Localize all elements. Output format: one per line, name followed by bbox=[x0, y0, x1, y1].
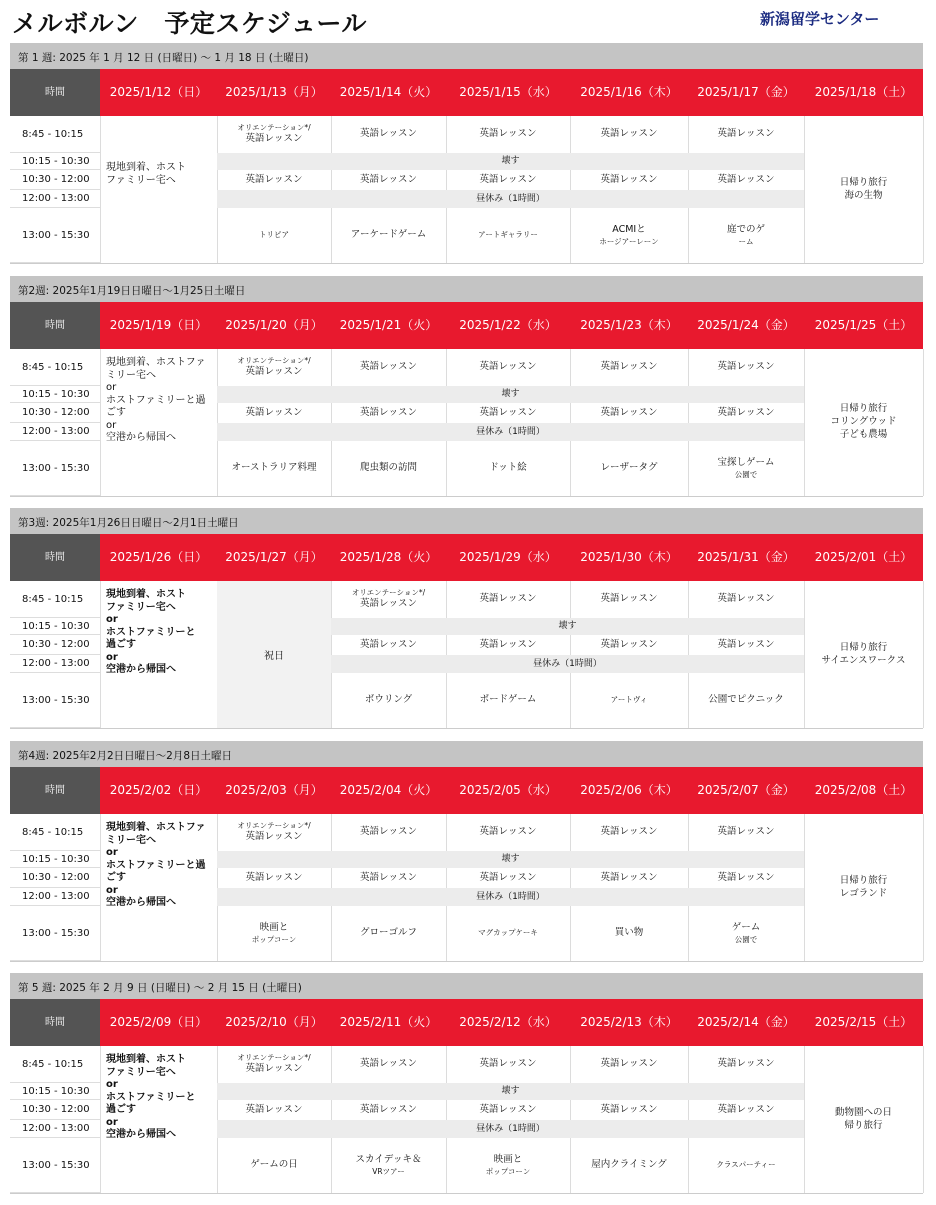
english-lesson-label: 英語レッスン bbox=[479, 406, 537, 418]
lesson-cell bbox=[570, 403, 688, 423]
time-slot-label: 13:00 - 15:30 bbox=[10, 1138, 100, 1193]
day-header: 2025/2/07（金） bbox=[688, 767, 804, 814]
lesson-cell bbox=[688, 403, 804, 423]
arrival-note: 現地到着、ホスト ファミリー宅へ or ホストファミリーと 過ごす or 空港から帰国へ bbox=[106, 589, 196, 675]
week-body bbox=[10, 814, 923, 962]
english-lesson-label: 英語レッスン bbox=[600, 638, 658, 650]
time-column-header: 時間 bbox=[10, 534, 100, 581]
break-band: 壊す bbox=[217, 851, 804, 868]
english-lesson-label: 英語レッスン bbox=[717, 638, 775, 650]
lesson-cell bbox=[331, 1046, 446, 1083]
activity-name: アーケードゲーム bbox=[350, 229, 427, 241]
english-lesson-label: 英語レッスン bbox=[717, 406, 775, 418]
lesson-cell bbox=[446, 403, 570, 423]
lesson-cell bbox=[331, 635, 446, 655]
time-slot-label: 13:00 - 15:30 bbox=[10, 673, 100, 728]
lesson-cell bbox=[331, 868, 446, 888]
orientation-label: オリエンテーション*/ bbox=[351, 588, 426, 598]
day-header: 2025/2/15（土） bbox=[804, 999, 923, 1046]
day-header: 2025/2/01（土） bbox=[804, 534, 923, 581]
lesson-cell bbox=[446, 1046, 570, 1083]
english-lesson-label: 英語レッスン bbox=[600, 1103, 658, 1115]
english-lesson-label: 英語レッスン bbox=[360, 598, 417, 610]
time-slot-label: 10:30 - 12:00 bbox=[10, 170, 100, 190]
day-header: 2025/2/09（日） bbox=[100, 999, 217, 1046]
english-lesson-label: 英語レッスン bbox=[717, 826, 775, 838]
day-header: 2025/2/05（水） bbox=[446, 767, 570, 814]
saturday-trip bbox=[804, 1046, 923, 1193]
trip-line: 子ども農場 bbox=[839, 428, 888, 440]
day-header-row bbox=[10, 534, 923, 581]
lesson-cell bbox=[217, 868, 331, 888]
english-lesson-label: 英語レッスン bbox=[600, 1058, 658, 1070]
activity-detail: ホージアーレーン bbox=[599, 236, 659, 246]
english-lesson-label: 英語レッスン bbox=[717, 1058, 775, 1070]
time-slot-label: 10:30 - 12:00 bbox=[10, 635, 100, 655]
column-divider bbox=[923, 814, 924, 961]
day-header-row bbox=[10, 302, 923, 349]
english-lesson-label: 英語レッスン bbox=[479, 638, 537, 650]
time-column-header: 時間 bbox=[10, 999, 100, 1046]
day-header-row bbox=[10, 767, 923, 814]
activity-name: スカイデッキ＆ bbox=[355, 1154, 422, 1166]
lesson-cell bbox=[217, 116, 331, 153]
english-lesson-label: 英語レッスン bbox=[245, 133, 303, 145]
time-slot-label: 10:15 - 10:30 bbox=[10, 153, 100, 170]
day-header: 2025/1/25（土） bbox=[804, 302, 923, 349]
lesson-cell bbox=[570, 868, 688, 888]
lesson-cell bbox=[446, 581, 570, 618]
day-header: 2025/2/02（日） bbox=[100, 767, 217, 814]
english-lesson-label: 英語レッスン bbox=[717, 871, 775, 883]
activity-cell bbox=[688, 1138, 804, 1193]
orientation-label: オリエンテーション*/ bbox=[237, 123, 311, 133]
lesson-cell bbox=[217, 1046, 331, 1083]
english-lesson-label: 英語レッスン bbox=[600, 593, 658, 605]
activity-cell bbox=[217, 208, 331, 263]
lesson-cell bbox=[688, 1046, 804, 1083]
activity-name: レーザータグ bbox=[600, 462, 658, 474]
lesson-cell bbox=[331, 403, 446, 423]
lesson-cell bbox=[446, 814, 570, 851]
arrival-note: 現地到着、ホストファ ミリー宅へ or ホストファミリーと過 ごす or 空港から帰国へ bbox=[106, 357, 206, 443]
arrival-note: 現地到着、ホスト ファミリー宅へ bbox=[106, 162, 186, 186]
activity-name: 映画と bbox=[493, 1154, 523, 1166]
lesson-cell bbox=[217, 403, 331, 423]
time-slot-label: 12:00 - 13:00 bbox=[10, 655, 100, 673]
english-lesson-label: 英語レッスン bbox=[479, 1103, 537, 1115]
activity-cell bbox=[570, 906, 688, 961]
lunch-band: 昼休み（1時間） bbox=[217, 1120, 804, 1138]
activity-name: マグカップケーキ bbox=[478, 928, 538, 938]
lesson-cell bbox=[331, 349, 446, 386]
week-2 bbox=[10, 276, 923, 497]
day-header: 2025/2/12（水） bbox=[446, 999, 570, 1046]
activity-name: ゲームの日 bbox=[250, 1159, 298, 1171]
time-slot-label: 10:30 - 12:00 bbox=[10, 403, 100, 423]
activity-detail: VRツアー bbox=[372, 1166, 405, 1176]
day-header: 2025/2/14（金） bbox=[688, 999, 804, 1046]
time-slot-label: 8:45 - 10:15 bbox=[10, 814, 100, 851]
activity-detail: 公園で bbox=[734, 934, 758, 944]
trip-line: 帰り旅行 bbox=[844, 1119, 883, 1131]
lesson-cell bbox=[570, 1046, 688, 1083]
english-lesson-label: 英語レッスン bbox=[717, 173, 775, 185]
saturday-trip bbox=[804, 349, 923, 496]
organization-name: 新潟留学センター bbox=[760, 10, 880, 28]
english-lesson-label: 英語レッスン bbox=[245, 366, 303, 378]
lunch-band: 昼休み（1時間） bbox=[217, 888, 804, 906]
activity-cell bbox=[331, 673, 446, 728]
day-header: 2025/1/12（日） bbox=[100, 69, 217, 116]
english-lesson-label: 英語レッスン bbox=[479, 1058, 537, 1070]
english-lesson-label: 英語レッスン bbox=[245, 173, 303, 185]
english-lesson-label: 英語レッスン bbox=[360, 173, 417, 185]
activity-cell bbox=[570, 1138, 688, 1193]
lesson-cell bbox=[688, 170, 804, 190]
activity-cell bbox=[688, 441, 804, 496]
english-lesson-label: 英語レッスン bbox=[479, 361, 537, 373]
day-header: 2025/1/30（木） bbox=[570, 534, 688, 581]
activity-name: 宝探しゲーム bbox=[717, 457, 775, 469]
week-body bbox=[10, 349, 923, 497]
day-header: 2025/1/23（木） bbox=[570, 302, 688, 349]
week-1 bbox=[10, 43, 923, 264]
activity-cell bbox=[217, 1138, 331, 1193]
week-body bbox=[10, 116, 923, 264]
time-slot-label: 10:15 - 10:30 bbox=[10, 618, 100, 635]
day-header: 2025/1/31（金） bbox=[688, 534, 804, 581]
saturday-trip bbox=[804, 581, 923, 728]
activity-name: 屋内クライミング bbox=[591, 1159, 667, 1171]
orientation-label: オリエンテーション*/ bbox=[237, 356, 311, 366]
day-header: 2025/2/10（月） bbox=[217, 999, 331, 1046]
time-slot-label: 10:30 - 12:00 bbox=[10, 868, 100, 888]
time-slot-label: 8:45 - 10:15 bbox=[10, 581, 100, 618]
page-title: メルボルン 予定スケジュール bbox=[12, 9, 367, 38]
english-lesson-label: 英語レッスン bbox=[479, 826, 537, 838]
time-slot-label: 13:00 - 15:30 bbox=[10, 208, 100, 263]
day-header: 2025/1/15（水） bbox=[446, 69, 570, 116]
trip-line: 日帰り旅行 bbox=[839, 176, 888, 188]
trip-line: 海の生物 bbox=[844, 189, 883, 201]
column-divider bbox=[923, 581, 924, 728]
column-divider bbox=[923, 116, 924, 263]
day-header-row bbox=[10, 69, 923, 116]
lesson-cell bbox=[331, 1100, 446, 1120]
time-slot-label: 12:00 - 13:00 bbox=[10, 423, 100, 441]
time-slot-label: 10:15 - 10:30 bbox=[10, 1083, 100, 1100]
lesson-cell bbox=[446, 868, 570, 888]
activity-name: アートヴィ bbox=[610, 695, 648, 705]
saturday-trip bbox=[804, 116, 923, 263]
day-header-row bbox=[10, 999, 923, 1046]
activity-name: ドット絵 bbox=[489, 462, 527, 474]
time-slot-label: 8:45 - 10:15 bbox=[10, 1046, 100, 1083]
english-lesson-label: 英語レッスン bbox=[360, 361, 417, 373]
english-lesson-label: 英語レッスン bbox=[360, 871, 417, 883]
day-header: 2025/1/28（火） bbox=[331, 534, 446, 581]
lesson-cell bbox=[331, 814, 446, 851]
time-slot-label: 8:45 - 10:15 bbox=[10, 116, 100, 153]
day-header: 2025/2/03（月） bbox=[217, 767, 331, 814]
week-title: 第2週: 2025年1月19日日曜日～1月25日土曜日 bbox=[10, 276, 923, 302]
lesson-cell bbox=[570, 635, 688, 655]
day-header: 2025/2/11（火） bbox=[331, 999, 446, 1046]
activity-name: 買い物 bbox=[614, 927, 644, 939]
time-slot-label: 13:00 - 15:30 bbox=[10, 906, 100, 961]
activity-detail: ポップコーン bbox=[485, 1166, 531, 1176]
time-column-header: 時間 bbox=[10, 69, 100, 116]
activity-cell bbox=[688, 673, 804, 728]
time-slot-label: 10:30 - 12:00 bbox=[10, 1100, 100, 1120]
activity-name: 爬虫類の訪問 bbox=[359, 462, 417, 474]
day-header: 2025/1/29（水） bbox=[446, 534, 570, 581]
english-lesson-label: 英語レッスン bbox=[717, 593, 775, 605]
activity-cell bbox=[217, 906, 331, 961]
english-lesson-label: 英語レッスン bbox=[479, 173, 537, 185]
week-title: 第 1 週: 2025 年 1 月 12 日 (日曜日) ～ 1 月 18 日 (土曜日) bbox=[10, 43, 923, 69]
day-header: 2025/1/16（木） bbox=[570, 69, 688, 116]
time-slot-label: 12:00 - 13:00 bbox=[10, 1120, 100, 1138]
activity-name: ACMIと bbox=[612, 224, 646, 236]
week-3 bbox=[10, 508, 923, 729]
orientation-label: オリエンテーション*/ bbox=[237, 821, 311, 831]
lesson-cell bbox=[331, 170, 446, 190]
english-lesson-label: 英語レッスン bbox=[245, 1103, 303, 1115]
english-lesson-label: 英語レッスン bbox=[479, 128, 537, 140]
time-slot-label: 10:15 - 10:30 bbox=[10, 386, 100, 403]
activity-name: アートギャラリー bbox=[478, 230, 538, 240]
english-lesson-label: 英語レッスン bbox=[717, 1103, 775, 1115]
lunch-band: 昼休み（1時間） bbox=[217, 190, 804, 208]
activity-cell bbox=[446, 1138, 570, 1193]
activity-name: 庭でのゲ bbox=[726, 224, 765, 236]
time-slot-label: 8:45 - 10:15 bbox=[10, 349, 100, 386]
lesson-cell bbox=[331, 116, 446, 153]
lesson-cell bbox=[570, 116, 688, 153]
week-title: 第4週: 2025年2月2日日曜日～2月8日土曜日 bbox=[10, 741, 923, 767]
english-lesson-label: 英語レッスン bbox=[600, 128, 658, 140]
lesson-cell bbox=[217, 170, 331, 190]
activity-cell bbox=[688, 906, 804, 961]
week-5 bbox=[10, 973, 923, 1194]
activity-detail: ーム bbox=[738, 236, 754, 246]
english-lesson-label: 英語レッスン bbox=[479, 871, 537, 883]
activity-name: 映画と bbox=[259, 922, 289, 934]
english-lesson-label: 英語レッスン bbox=[360, 826, 417, 838]
week-title: 第3週: 2025年1月26日日曜日～2月1日土曜日 bbox=[10, 508, 923, 534]
activity-cell bbox=[331, 906, 446, 961]
activity-detail: ポップコーン bbox=[251, 934, 297, 944]
time-slot-label: 12:00 - 13:00 bbox=[10, 190, 100, 208]
trip-line: 日帰り旅行 bbox=[839, 403, 888, 415]
lesson-cell bbox=[331, 581, 446, 618]
day-header: 2025/2/04（火） bbox=[331, 767, 446, 814]
activity-name: 公園でピクニック bbox=[708, 694, 784, 706]
day-header: 2025/1/17（金） bbox=[688, 69, 804, 116]
activity-name: トリピア bbox=[259, 230, 289, 240]
lesson-cell bbox=[688, 868, 804, 888]
lesson-cell bbox=[446, 635, 570, 655]
lunch-band: 昼休み（1時間） bbox=[217, 423, 804, 441]
lesson-cell bbox=[570, 170, 688, 190]
activity-detail: 公園で bbox=[734, 469, 758, 479]
activity-cell bbox=[688, 208, 804, 263]
english-lesson-label: 英語レッスン bbox=[360, 406, 417, 418]
english-lesson-label: 英語レッスン bbox=[360, 1103, 417, 1115]
english-lesson-label: 英語レッスン bbox=[245, 831, 303, 843]
break-band: 壊す bbox=[331, 618, 804, 635]
column-divider bbox=[923, 1046, 924, 1193]
break-band: 壊す bbox=[217, 386, 804, 403]
day-header: 2025/2/08（土） bbox=[804, 767, 923, 814]
activity-cell bbox=[217, 441, 331, 496]
day-header: 2025/1/18（土） bbox=[804, 69, 923, 116]
trip-line: 動物園への日 bbox=[834, 1106, 892, 1118]
lesson-cell bbox=[446, 1100, 570, 1120]
activity-cell bbox=[331, 208, 446, 263]
arrival-note: 現地到着、ホスト ファミリー宅へ or ホストファミリーと 過ごす or 空港から帰国へ bbox=[106, 1054, 196, 1140]
lunch-band: 昼休み（1時間） bbox=[331, 655, 804, 673]
day-header: 2025/2/06（木） bbox=[570, 767, 688, 814]
english-lesson-label: 英語レッスン bbox=[360, 638, 417, 650]
lesson-cell bbox=[688, 635, 804, 655]
activity-name: グローゴルフ bbox=[359, 927, 417, 939]
week-body bbox=[10, 581, 923, 729]
lesson-cell bbox=[570, 581, 688, 618]
break-band: 壊す bbox=[217, 1083, 804, 1100]
lesson-cell bbox=[217, 1100, 331, 1120]
trip-line: レゴランド bbox=[839, 887, 888, 899]
lesson-cell bbox=[688, 116, 804, 153]
english-lesson-label: 英語レッスン bbox=[717, 361, 775, 373]
activity-cell bbox=[446, 906, 570, 961]
english-lesson-label: 英語レッスン bbox=[717, 128, 775, 140]
time-slot-label: 13:00 - 15:30 bbox=[10, 441, 100, 496]
trip-line: 日帰り旅行 bbox=[839, 641, 888, 653]
activity-cell bbox=[446, 208, 570, 263]
arrival-note: 現地到着、ホストファ ミリー宅へ or ホストファミリーと過 ごす or 空港から帰国へ bbox=[106, 822, 206, 908]
lesson-cell bbox=[217, 349, 331, 386]
day-header: 2025/1/24（金） bbox=[688, 302, 804, 349]
day-header: 2025/1/14（火） bbox=[331, 69, 446, 116]
day-header: 2025/1/21（火） bbox=[331, 302, 446, 349]
lesson-cell bbox=[446, 349, 570, 386]
trip-line: サイエンスワークス bbox=[821, 654, 906, 666]
lesson-cell bbox=[570, 349, 688, 386]
english-lesson-label: 英語レッスン bbox=[600, 871, 658, 883]
lesson-cell bbox=[688, 1100, 804, 1120]
holiday-cell: 祝日 bbox=[217, 581, 331, 728]
english-lesson-label: 英語レッスン bbox=[245, 1063, 303, 1075]
day-header: 2025/1/26（日） bbox=[100, 534, 217, 581]
activity-cell bbox=[331, 441, 446, 496]
lesson-cell bbox=[570, 1100, 688, 1120]
activity-name: ボウリング bbox=[364, 694, 413, 706]
time-slot-label: 10:15 - 10:30 bbox=[10, 851, 100, 868]
column-divider bbox=[923, 349, 924, 496]
activity-name: オーストラリア料理 bbox=[231, 462, 317, 474]
week-4 bbox=[10, 741, 923, 962]
lesson-cell bbox=[688, 814, 804, 851]
english-lesson-label: 英語レッスン bbox=[600, 361, 658, 373]
time-column-header: 時間 bbox=[10, 302, 100, 349]
lesson-cell bbox=[688, 581, 804, 618]
week-body bbox=[10, 1046, 923, 1194]
lesson-cell bbox=[446, 170, 570, 190]
english-lesson-label: 英語レッスン bbox=[360, 1058, 417, 1070]
english-lesson-label: 英語レッスン bbox=[600, 406, 658, 418]
english-lesson-label: 英語レッスン bbox=[600, 826, 658, 838]
saturday-trip bbox=[804, 814, 923, 961]
activity-cell bbox=[570, 673, 688, 728]
time-column-header: 時間 bbox=[10, 767, 100, 814]
english-lesson-label: 英語レッスン bbox=[245, 871, 303, 883]
activity-cell bbox=[570, 208, 688, 263]
trip-line: コリングウッド bbox=[830, 416, 897, 428]
time-slot-label: 12:00 - 13:00 bbox=[10, 888, 100, 906]
activity-name: ボードゲーム bbox=[479, 694, 537, 706]
day-header: 2025/2/13（木） bbox=[570, 999, 688, 1046]
trip-line: 日帰り旅行 bbox=[839, 874, 888, 886]
lesson-cell bbox=[446, 116, 570, 153]
day-header: 2025/1/19（日） bbox=[100, 302, 217, 349]
day-header: 2025/1/22（水） bbox=[446, 302, 570, 349]
activity-cell bbox=[331, 1138, 446, 1193]
day-header: 2025/1/20（月） bbox=[217, 302, 331, 349]
day-header: 2025/1/13（月） bbox=[217, 69, 331, 116]
activity-name: ゲーム bbox=[731, 922, 761, 934]
english-lesson-label: 英語レッスン bbox=[479, 593, 537, 605]
activity-name: クラスパーティー bbox=[716, 1160, 776, 1170]
lesson-cell bbox=[688, 349, 804, 386]
break-band: 壊す bbox=[217, 153, 804, 170]
orientation-label: オリエンテーション*/ bbox=[237, 1053, 311, 1063]
lesson-cell bbox=[217, 814, 331, 851]
activity-cell bbox=[446, 673, 570, 728]
english-lesson-label: 英語レッスン bbox=[360, 128, 417, 140]
english-lesson-label: 英語レッスン bbox=[600, 173, 658, 185]
lesson-cell bbox=[570, 814, 688, 851]
week-title: 第 5 週: 2025 年 2 月 9 日 (日曜日) ～ 2 月 15 日 (土曜日) bbox=[10, 973, 923, 999]
english-lesson-label: 英語レッスン bbox=[245, 406, 303, 418]
activity-cell bbox=[446, 441, 570, 496]
day-header: 2025/1/27（月） bbox=[217, 534, 331, 581]
activity-cell bbox=[570, 441, 688, 496]
